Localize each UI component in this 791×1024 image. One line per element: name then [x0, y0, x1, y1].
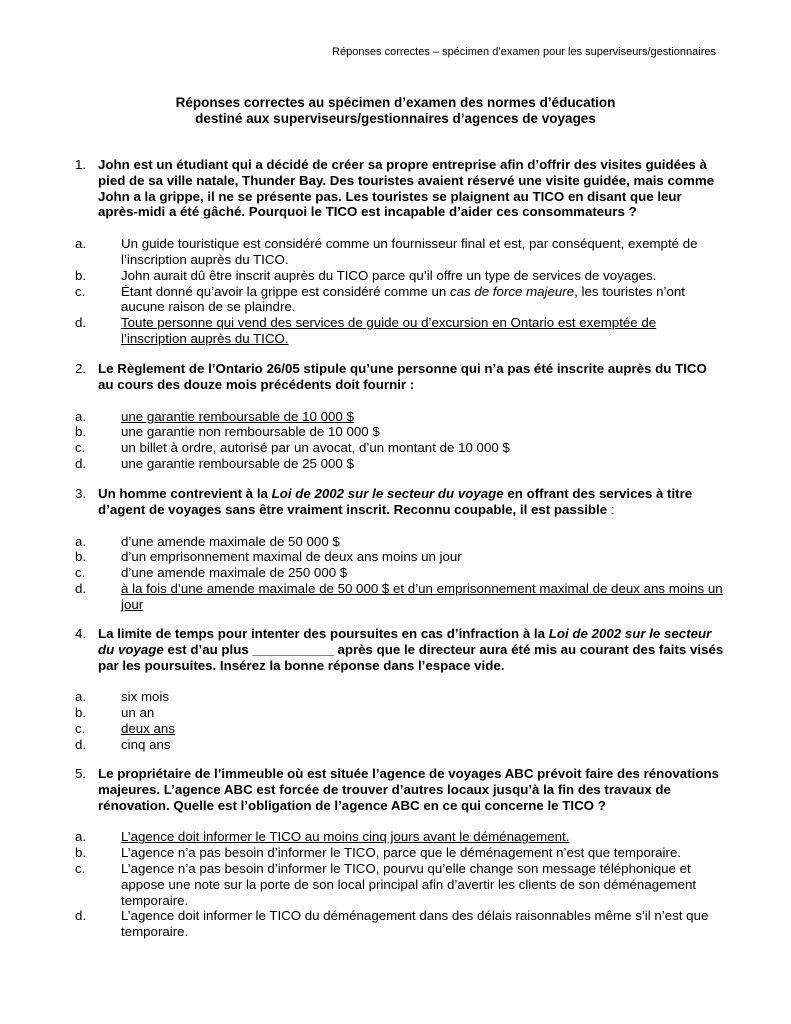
option-text: John aurait dû être inscrit auprès du TICO parce qu’il offre un type de services de voyages.	[121, 267, 657, 283]
option-text: d’une amende maximale de 50 000 $	[121, 533, 340, 549]
option-letter: a.	[75, 408, 87, 424]
option-d-correct	[75, 315, 725, 347]
correct-answer-text: deux ans	[121, 720, 175, 736]
option-c-correct	[75, 721, 725, 737]
option-b	[75, 424, 725, 440]
running-header: Réponses correctes – spécimen d’examen pour les superviseurs/gestionnaires	[332, 46, 716, 58]
option-c	[75, 440, 725, 456]
option-letter: d.	[75, 580, 87, 596]
question-text: John est un étudiant qui a décidé de créer sa propre entreprise afin d’offrir des visites guidées à pied de sa ville natale, Thunder Bay. Des touristes avaient réservé une visite guidée, mais comme John a la grippe, il ne se présente pas. Les touristes se plaignent au TICO en disant que leur après-midi a été gâché. Pourquoi le TICO est incapable d’aider ces consommateurs ?	[98, 157, 715, 220]
question-2	[75, 361, 725, 472]
question-stem	[75, 157, 725, 220]
question-number: 1.	[75, 157, 87, 172]
option-b	[75, 705, 725, 721]
option-letter: a.	[75, 689, 87, 705]
option-text: un an	[121, 705, 155, 721]
option-letter: d.	[75, 908, 87, 924]
option-text: L’agence doit informer le TICO du déménagement dans des délais raisonnables même s’il n’est que temporaire.	[121, 908, 709, 940]
option-letter: d.	[75, 455, 87, 471]
question-number: 2.	[75, 361, 87, 376]
option-text: un billet à ordre, autorisé par un avocat, d’un montant de 10 000 $	[121, 440, 510, 456]
question-stem	[75, 361, 725, 393]
option-a	[75, 534, 725, 550]
question-stem	[75, 626, 725, 673]
correct-answer-text: à la fois d’une amende maximale de 50 000 $ et d’un emprisonnement maximal de deux ans moins un jour	[121, 580, 723, 612]
answer-options	[75, 534, 725, 613]
option-text: d’une amende maximale de 250 000 $	[121, 565, 348, 581]
question-text-part: en offrant des services à titre d’agent de voyages sans être vraiment inscrit. Reconnu coupable, il est passible	[98, 486, 693, 517]
option-letter: c.	[75, 565, 86, 581]
question-stem	[75, 486, 725, 518]
option-text: une garantie remboursable de 25 000 $	[121, 455, 354, 471]
option-b	[75, 845, 725, 861]
option-d	[75, 456, 725, 472]
law-title-italic: Loi de 2002 sur le secteur du voyage	[98, 626, 712, 657]
question-1	[75, 157, 725, 347]
option-a-correct	[75, 829, 725, 845]
option-text: une garantie non remboursable de 10 000 $	[121, 424, 380, 440]
option-text: d’un emprisonnement maximal de deux ans moins un jour	[121, 549, 462, 565]
question-text-part: est d’au plus ___________ après que le directeur aura été mis au courant des faits visés par les poursuites. Insérez la bonne réponse dans l’espace vide.	[98, 641, 724, 673]
option-letter: a.	[75, 533, 87, 549]
option-text-part: Étant donné qu’avoir la grippe est considéré comme un	[121, 283, 450, 299]
question-text-part: Un homme contrevient à la	[98, 486, 272, 501]
correct-answer-text: une garantie remboursable de 10 000 $	[121, 408, 354, 424]
option-d-correct	[75, 581, 725, 613]
option-letter: b.	[75, 845, 87, 861]
option-text: L’agence n’a pas besoin d’informer le TICO, pourvu qu’elle change son message téléphonique et appose une note sur la porte de son local principal afin d’avertir les clients de son déménagement temporaire.	[121, 860, 697, 908]
question-number: 3.	[75, 486, 87, 501]
option-letter: c.	[75, 860, 86, 876]
question-text-part: La limite de temps pour intenter des poursuites en cas d’infraction à la	[98, 626, 549, 641]
question-text	[98, 486, 692, 517]
correct-answer-text: L’agence doit informer le TICO au moins cinq jours avant le déménagement.	[121, 829, 570, 845]
option-text: L’agence n’a pas besoin d’informer le TICO, parce que le déménagement n’est que temporaire.	[121, 845, 682, 861]
question-number: 5.	[75, 766, 87, 781]
question-4	[75, 626, 725, 753]
option-letter: b.	[75, 267, 87, 283]
option-letter: c.	[75, 720, 86, 736]
option-b	[75, 549, 725, 565]
option-c	[75, 861, 725, 908]
option-c	[75, 284, 725, 316]
option-text	[121, 284, 685, 315]
option-letter: b.	[75, 424, 87, 440]
question-stem	[75, 766, 725, 813]
option-b	[75, 268, 725, 284]
option-d	[75, 737, 725, 753]
option-letter: a.	[75, 236, 87, 252]
option-text: cinq ans	[121, 736, 171, 752]
option-letter: c.	[75, 283, 86, 299]
question-text: Le Règlement de l’Ontario 26/05 stipule qu’une personne qui n’a pas été inscrite auprès du TICO au cours des douze mois précédents doit fournir :	[98, 361, 707, 392]
option-a	[75, 689, 725, 705]
question-3	[75, 486, 725, 613]
option-c	[75, 565, 725, 581]
option-a-correct	[75, 409, 725, 425]
option-text: Un guide touristique est considéré comme un fournisseur final et est, par conséquent, exempté de l’inscription auprès du TICO.	[121, 236, 698, 267]
answer-options	[75, 689, 725, 752]
question-text: Le propriétaire de l’immeuble où est située l’agence de voyages ABC prévoit faire des rénovations majeures. L’agence ABC est forcée de trouver d’autres locaux jusqu’à la fin des travaux de rénovation. Quelle est l’obligation de l’agence ABC en ce qui concerne le TICO ?	[98, 766, 719, 813]
title-line-2: destiné aux superviseurs/gestionnaires d’agences de voyages	[195, 111, 596, 126]
option-d	[75, 908, 725, 940]
answer-options	[75, 236, 725, 347]
answer-options	[75, 829, 725, 940]
option-letter: d.	[75, 315, 87, 331]
option-letter: b.	[75, 549, 87, 565]
option-letter: a.	[75, 829, 87, 845]
option-letter: c.	[75, 440, 86, 456]
question-5	[75, 766, 725, 940]
option-text-italic: cas de force majeure	[449, 283, 575, 299]
title-line-1: Réponses correctes au spécimen d’examen des normes d’éducation	[175, 95, 616, 110]
answer-options	[75, 409, 725, 472]
question-text-tail: :	[607, 501, 615, 517]
question-text	[98, 626, 723, 673]
option-text-part: , les touristes n’ont aucune raison de se plaindre.	[121, 283, 685, 315]
question-number: 4.	[75, 626, 87, 641]
option-text: six mois	[121, 689, 170, 705]
option-letter: d.	[75, 736, 87, 752]
correct-answer-text: Toute personne qui vend des services de guide ou d’excursion en Ontario est exemptée de l’inscription auprès du TICO.	[121, 315, 657, 346]
law-title-italic: Loi de 2002 sur le secteur du voyage	[271, 486, 504, 501]
option-a	[75, 236, 725, 268]
option-letter: b.	[75, 705, 87, 721]
document-title	[0, 95, 791, 127]
